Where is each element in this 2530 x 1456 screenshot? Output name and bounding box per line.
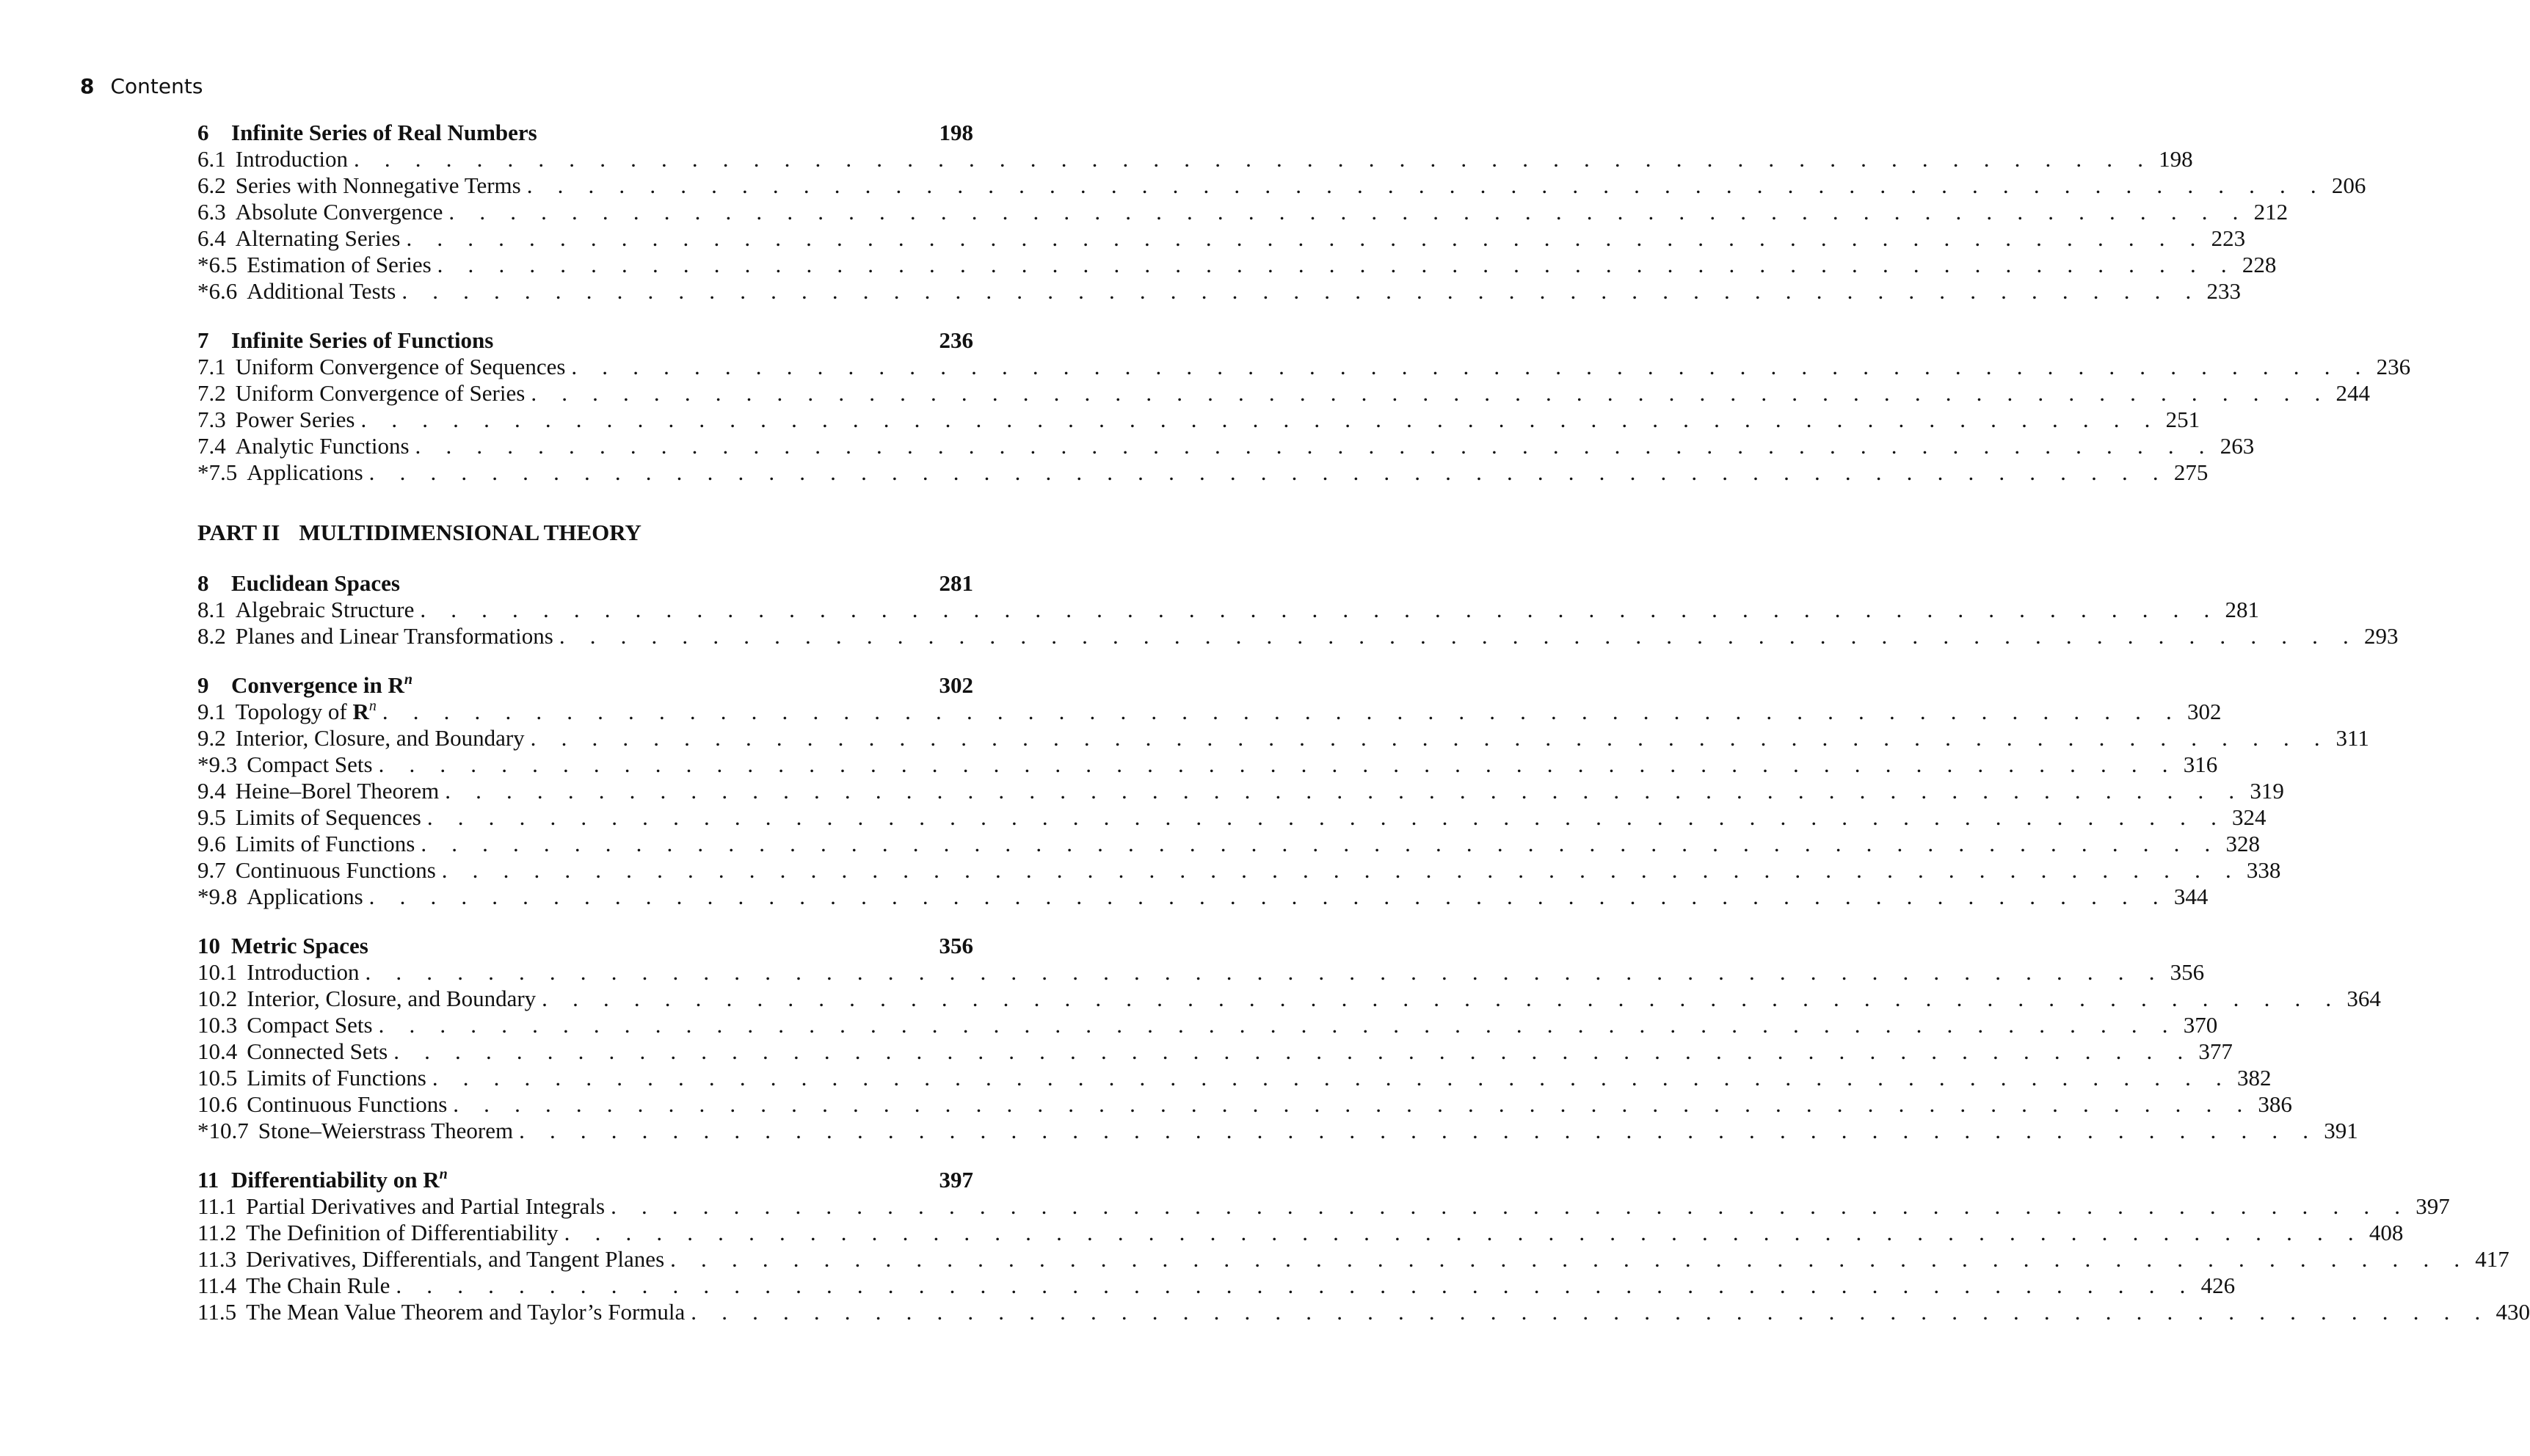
section-entry: [197, 623, 2399, 649]
section-title: [236, 623, 553, 649]
section-entry: [197, 354, 2411, 380]
chapter-9: [197, 671, 2369, 910]
section-number: *9.8: [197, 884, 238, 909]
section-number: 10.1: [197, 959, 238, 985]
section-title: [236, 597, 415, 623]
section-entry: [197, 1273, 2236, 1299]
dot-leader: . . . . . . . . . . . . . . . . . . . . . . . . . . . . . . . . . . . . . . . . . . . . . . . . . . . . . . . . . . .: [415, 433, 2214, 459]
section-page: 430: [2496, 1299, 2530, 1325]
dot-leader: . . . . . . . . . . . . . . . . . . . . . . . . . . . . . . . . . . . . . . . . . . . . . . . . . . . . . . . . . . .: [531, 380, 2330, 406]
section-number: 6.1: [197, 146, 226, 172]
section-number: 7.2: [197, 380, 226, 406]
section-number: 7.4: [197, 433, 226, 459]
section-entry: [197, 380, 2370, 407]
section-title-text: Introduction: [235, 146, 348, 172]
section-number: 9.6: [197, 831, 226, 856]
chapter-title-text: Metric Spaces: [231, 933, 368, 958]
section-title-text: Limits of Functions: [235, 831, 415, 856]
section-entry: [197, 804, 2267, 831]
part-title: MULTIDIMENSIONAL THEORY: [299, 520, 641, 545]
dot-leader: . . . . . . . . . . . . . . . . . . . . . . . . . . . . . . . . . . . . . . . . . . . . . . . . . . . . . . . . . . .: [354, 146, 2153, 172]
chapter-title-text: Infinite Series of Real Numbers: [231, 120, 537, 145]
section-entry: [197, 1220, 2404, 1246]
section-page: 206: [2331, 172, 2366, 198]
dot-leader: . . . . . . . . . . . . . . . . . . . . . . . . . . . . . . . . . . . . . . . . . . . . . . . . . . . . . . . . . . .: [401, 278, 2201, 304]
section-page: 212: [2253, 199, 2289, 225]
dot-leader: . . . . . . . . . . . . . . . . . . . . . . . . . . . . . . . . . . . . . . . . . . . . . . . . . . . . . . . . . . .: [571, 354, 2371, 379]
chapter-number: 9: [197, 672, 209, 698]
chapter-heading: [197, 120, 973, 146]
section-title-text: Connected Sets: [247, 1038, 388, 1064]
section-entry: [197, 407, 2200, 433]
chapter-heading: [197, 933, 973, 959]
section-page: 397: [2416, 1193, 2450, 1219]
section-title-text: Heine–Borel Theorem: [235, 778, 440, 804]
section-title-text: The Definition of Differentiability: [246, 1220, 559, 1245]
section-title-text: Continuous Functions: [235, 857, 436, 883]
section-page: 338: [2246, 857, 2281, 883]
section-page: 344: [2173, 884, 2209, 909]
chapter-page: 198: [939, 120, 973, 145]
section-title: [246, 1193, 605, 1220]
section-title: [236, 225, 401, 252]
section-page: 319: [2250, 778, 2284, 804]
section-number: 11.3: [197, 1246, 237, 1272]
section-entry: [197, 857, 2281, 884]
section-number: *9.3: [197, 751, 238, 777]
section-entry: [197, 597, 2260, 623]
dot-leader: . . . . . . . . . . . . . . . . . . . . . . . . . . . . . . . . . . . . . . . . . . . . . . . . . . . . . . . . . . .: [421, 831, 2220, 856]
dot-leader: . . . . . . . . . . . . . . . . . . . . . . . . . . . . . . . . . . . . . . . . . . . . . . . . . . . . . . . . . . .: [365, 959, 2164, 985]
section-title-text: Derivatives, Differentials, and Tangent Planes: [246, 1246, 665, 1272]
section-title: [247, 1091, 447, 1118]
section-entry: [197, 225, 2246, 252]
part-label: PART II: [197, 520, 280, 545]
section-title-text: Estimation of Series: [247, 252, 432, 277]
dot-leader: . . . . . . . . . . . . . . . . . . . . . . . . . . . . . . . . . . . . . . . . . . . . . . . . . . . . . . . . . . .: [360, 407, 2160, 432]
chapter-number: 11: [197, 1167, 219, 1193]
section-page: 408: [2369, 1220, 2404, 1245]
section-number: *10.7: [197, 1118, 249, 1143]
section-number: 9.5: [197, 804, 226, 830]
section-title-text: Uniform Convergence of Sequences: [235, 354, 566, 379]
dot-leader: . . . . . . . . . . . . . . . . . . . . . . . . . . . . . . . . . . . . . . . . . . . . . . . . . . . . . . . . . . .: [559, 623, 2358, 649]
section-number: 8.2: [197, 623, 226, 649]
math-superscript: n: [368, 698, 377, 714]
section-page: 426: [2200, 1273, 2236, 1298]
section-page: 328: [2225, 831, 2260, 856]
dot-leader: . . . . . . . . . . . . . . . . . . . . . . . . . . . . . . . . . . . . . . . . . . . . . . . . . . . . . . . . . . .: [542, 986, 2341, 1011]
section-title-text: Applications: [247, 459, 363, 485]
dot-leader: . . . . . . . . . . . . . . . . . . . . . . . . . . . . . . . . . . . . . . . . . . . . . . . . . . . . . . . . . . .: [691, 1299, 2490, 1325]
chapter-8: [197, 570, 2399, 649]
section-title-text: The Chain Rule: [246, 1273, 390, 1298]
section-title-text: Compact Sets: [247, 751, 373, 777]
chapter-number: 8: [197, 570, 209, 596]
dot-leader: . . . . . . . . . . . . . . . . . . . . . . . . . . . . . . . . . . . . . . . . . . . . . . . . . . . . . . . . . . .: [420, 597, 2220, 622]
dot-leader: . . . . . . . . . . . . . . . . . . . . . . . . . . . . . . . . . . . . . . . . . . . . . . . . . . . . . . . . . . .: [396, 1273, 2195, 1298]
dot-leader: . . . . . . . . . . . . . . . . . . . . . . . . . . . . . . . . . . . . . . . . . . . . . . . . . . . . . . . . . . .: [437, 252, 2236, 277]
dot-leader: . . . . . . . . . . . . . . . . . . . . . . . . . . . . . . . . . . . . . . . . . . . . . . . . . . . . . . . . . . .: [368, 459, 2168, 485]
section-title-text: Absolute Convergence: [235, 199, 443, 225]
math-superscript: n: [404, 671, 413, 688]
section-page: 293: [2363, 623, 2399, 649]
section-entry: [197, 1038, 2233, 1065]
section-number: 9.4: [197, 778, 226, 804]
chapter-title-text: Differentiability on: [231, 1167, 424, 1193]
section-entry: [197, 698, 2222, 725]
section-entry: [197, 199, 2289, 225]
section-title-text: Partial Derivatives and Partial Integrals: [246, 1193, 606, 1219]
chapter-heading: [197, 1167, 973, 1193]
section-title-text: Limits of Sequences: [235, 804, 421, 830]
section-title: [247, 884, 363, 910]
chapter-7: [197, 327, 2411, 486]
section-page: 377: [2198, 1038, 2233, 1064]
section-entry: [197, 986, 2381, 1012]
section-title: [246, 1246, 664, 1273]
dot-leader: . . . . . . . . . . . . . . . . . . . . . . . . . . . . . . . . . . . . . . . . . . . . . . . . . . . . . . . . . . .: [530, 725, 2330, 751]
section-title: [236, 699, 377, 725]
section-title: [247, 959, 359, 986]
chapter-group-part-two: [197, 570, 2530, 1325]
section-title-text: Analytic Functions: [235, 433, 410, 459]
section-number: 9.1: [197, 699, 226, 724]
section-title: [247, 278, 396, 305]
dot-leader: . . . . . . . . . . . . . . . . . . . . . . . . . . . . . . . . . . . . . . . . . . . . . . . . . . . . . . . . . . .: [670, 1246, 2470, 1272]
section-title-text: Applications: [247, 884, 363, 909]
section-title: [246, 1273, 390, 1299]
section-page: 263: [2220, 433, 2255, 459]
section-title-text: Limits of Functions: [247, 1065, 426, 1091]
dot-leader: . . . . . . . . . . . . . . . . . . . . . . . . . . . . . . . . . . . . . . . . . . . . . . . . . . . . . . . . . . .: [519, 1118, 2319, 1143]
section-page: 233: [2206, 278, 2241, 304]
section-page: 223: [2211, 225, 2246, 251]
chapter-page: 356: [939, 933, 973, 958]
dot-leader: . . . . . . . . . . . . . . . . . . . . . . . . . . . . . . . . . . . . . . . . . . . . . . . . . . . . . . . . . . .: [382, 699, 2182, 724]
section-number: 6.2: [197, 172, 226, 198]
section-title: [247, 1012, 372, 1038]
section-title-text: Power Series: [235, 407, 355, 432]
dot-leader: . . . . . . . . . . . . . . . . . . . . . . . . . . . . . . . . . . . . . . . . . . . . . . . . . . . . . . . . . . .: [378, 1012, 2178, 1038]
section-entry: [197, 831, 2260, 857]
section-title-text: Introduction: [247, 959, 360, 985]
section-number: 10.4: [197, 1038, 238, 1064]
chapter-number: 10: [197, 933, 220, 958]
section-entry: [197, 459, 2209, 486]
chapter-number: 6: [197, 120, 209, 145]
section-number: 7.1: [197, 354, 226, 379]
section-entry: [197, 751, 2218, 778]
section-title: [246, 1299, 685, 1325]
section-title: [236, 804, 421, 831]
section-entry: [197, 725, 2369, 751]
section-title: [247, 1038, 388, 1065]
section-title: [236, 725, 525, 751]
dot-leader: . . . . . . . . . . . . . . . . . . . . . . . . . . . . . . . . . . . . . . . . . . . . . . . . . . . . . . . . . . .: [448, 199, 2248, 225]
section-page: 316: [2183, 751, 2218, 777]
table-of-contents: [197, 120, 2530, 1348]
section-entry: [197, 959, 2205, 986]
chapter-title: [231, 570, 939, 597]
chapter-page: 236: [939, 327, 973, 353]
section-entry: [197, 1118, 2358, 1144]
section-number: *7.5: [197, 459, 238, 485]
section-page: 251: [2165, 407, 2200, 432]
section-entry: [197, 1299, 2530, 1325]
page-number: 8: [80, 74, 95, 98]
chapter-number: 7: [197, 327, 209, 353]
chapter-title-text: Infinite Series of Functions: [231, 327, 494, 353]
dot-leader: . . . . . . . . . . . . . . . . . . . . . . . . . . . . . . . . . . . . . . . . . . . . . . . . . . . . . . . . . . .: [432, 1065, 2231, 1091]
section-title-text: Interior, Closure, and Boundary: [247, 986, 537, 1011]
section-number: *6.6: [197, 278, 238, 304]
section-title-text: Algebraic Structure: [235, 597, 415, 622]
chapter-heading: [197, 327, 973, 354]
section-entry: [197, 433, 2255, 459]
section-number: 9.2: [197, 725, 226, 751]
section-page: 391: [2324, 1118, 2358, 1143]
section-page: 370: [2183, 1012, 2218, 1038]
chapter-10: [197, 933, 2381, 1144]
section-title-text: Compact Sets: [247, 1012, 373, 1038]
section-title-text: Uniform Convergence of Series: [235, 380, 526, 406]
section-title-text: Additional Tests: [247, 278, 396, 304]
section-page: 324: [2232, 804, 2267, 830]
section-title: [247, 252, 431, 278]
chapter-page: 281: [939, 570, 973, 596]
section-page: 382: [2236, 1065, 2272, 1091]
section-title: [236, 831, 415, 857]
chapter-title-text: Convergence in: [231, 672, 388, 698]
section-entry: [197, 1012, 2218, 1038]
section-entry: [197, 884, 2209, 910]
section-number: 11.2: [197, 1220, 237, 1245]
section-entry: [197, 1065, 2272, 1091]
chapter-heading: [197, 570, 973, 597]
section-title-text: Stone–Weierstrass Theorem: [258, 1118, 514, 1143]
section-page: 275: [2173, 459, 2209, 485]
chapter-page: 397: [939, 1167, 973, 1193]
section-number: 11.1: [197, 1193, 237, 1219]
dot-leader: . . . . . . . . . . . . . . . . . . . . . . . . . . . . . . . . . . . . . . . . . . . . . . . . . . . . . . . . . . .: [393, 1038, 2193, 1064]
section-page: 281: [2225, 597, 2260, 622]
section-title-text: Topology of: [235, 699, 353, 724]
section-entry: [197, 1246, 2509, 1273]
section-number: 6.3: [197, 199, 226, 225]
section-number: 10.2: [197, 986, 238, 1011]
section-entry: [197, 146, 2193, 172]
part-heading: [197, 518, 973, 547]
chapter-title: [231, 672, 939, 699]
section-page: 236: [2376, 354, 2411, 379]
math-superscript: n: [439, 1166, 448, 1182]
section-entry: [197, 278, 2241, 305]
section-number: 11.5: [197, 1299, 237, 1325]
chapter-group-part-one: [197, 120, 2411, 486]
section-number: 11.4: [197, 1273, 237, 1298]
section-number: 8.1: [197, 597, 226, 622]
dot-leader: . . . . . . . . . . . . . . . . . . . . . . . . . . . . . . . . . . . . . . . . . . . . . . . . . . . . . . . . . . .: [453, 1091, 2253, 1117]
section-page: 244: [2335, 380, 2370, 406]
dot-leader: . . . . . . . . . . . . . . . . . . . . . . . . . . . . . . . . . . . . . . . . . . . . . . . . . . . . . . . . . . .: [564, 1220, 2363, 1245]
section-page: 311: [2335, 725, 2369, 751]
section-title: [247, 459, 363, 486]
section-title: [236, 407, 355, 433]
section-entry: [197, 1091, 2292, 1118]
running-head: [80, 72, 203, 101]
section-title-text: Alternating Series: [235, 225, 401, 251]
chapter-title: [231, 933, 939, 959]
section-title: [236, 172, 521, 199]
section-number: 6.4: [197, 225, 226, 251]
section-title-text: Continuous Functions: [247, 1091, 448, 1117]
chapter-6: [197, 120, 2366, 305]
section-page: 356: [2170, 959, 2205, 985]
math-symbol-r: R: [388, 672, 404, 698]
section-title-text: Planes and Linear Transformations: [235, 623, 553, 649]
section-entry: [197, 172, 2366, 199]
chapter-page: 302: [939, 672, 973, 698]
section-number: 9.7: [197, 857, 226, 883]
section-title: [236, 354, 566, 380]
chapter-title: [231, 327, 939, 354]
section-page: 364: [2347, 986, 2381, 1011]
section-number: 10.6: [197, 1091, 238, 1117]
section-page: 302: [2187, 699, 2222, 724]
section-title: [247, 751, 372, 778]
dot-leader: . . . . . . . . . . . . . . . . . . . . . . . . . . . . . . . . . . . . . . . . . . . . . . . . . . . . . . . . . . .: [526, 172, 2326, 198]
section-title: [236, 199, 443, 225]
section-page: 198: [2159, 146, 2193, 172]
section-number: 7.3: [197, 407, 226, 432]
section-entry: [197, 252, 2277, 278]
section-title: [236, 146, 348, 172]
section-title-text: Interior, Closure, and Boundary: [235, 725, 525, 751]
section-page: 417: [2475, 1246, 2509, 1272]
section-page: 228: [2242, 252, 2277, 277]
section-title: [258, 1118, 513, 1144]
section-title: [236, 778, 439, 804]
chapter-heading: [197, 672, 973, 699]
section-title: [247, 1065, 426, 1091]
section-title: [247, 986, 536, 1012]
chapter-title: [231, 120, 939, 146]
running-head-title: Contents: [110, 74, 203, 98]
section-title-text: Series with Nonnegative Terms: [235, 172, 521, 198]
math-symbol-r: R: [352, 699, 369, 724]
section-number: 10.5: [197, 1065, 238, 1091]
dot-leader: . . . . . . . . . . . . . . . . . . . . . . . . . . . . . . . . . . . . . . . . . . . . . . . . . . . . . . . . . . .: [441, 857, 2241, 883]
dot-leader: . . . . . . . . . . . . . . . . . . . . . . . . . . . . . . . . . . . . . . . . . . . . . . . . . . . . . . . . . . .: [611, 1193, 2410, 1219]
section-title: [246, 1220, 559, 1246]
dot-leader: . . . . . . . . . . . . . . . . . . . . . . . . . . . . . . . . . . . . . . . . . . . . . . . . . . . . . . . . . . .: [406, 225, 2206, 251]
dot-leader: . . . . . . . . . . . . . . . . . . . . . . . . . . . . . . . . . . . . . . . . . . . . . . . . . . . . . . . . . . .: [445, 778, 2244, 804]
section-number: *6.5: [197, 252, 238, 277]
chapter-11: [197, 1166, 2530, 1325]
chapter-title-text: Euclidean Spaces: [231, 570, 400, 596]
section-page: 386: [2258, 1091, 2292, 1117]
dot-leader: . . . . . . . . . . . . . . . . . . . . . . . . . . . . . . . . . . . . . . . . . . . . . . . . . . . . . . . . . . .: [368, 884, 2168, 909]
dot-leader: . . . . . . . . . . . . . . . . . . . . . . . . . . . . . . . . . . . . . . . . . . . . . . . . . . . . . . . . . . .: [378, 751, 2178, 777]
section-entry: [197, 1193, 2450, 1220]
section-entry: [197, 778, 2284, 804]
section-number: 10.3: [197, 1012, 238, 1038]
section-title: [236, 433, 410, 459]
math-symbol-r: R: [423, 1167, 440, 1193]
dot-leader: . . . . . . . . . . . . . . . . . . . . . . . . . . . . . . . . . . . . . . . . . . . . . . . . . . . . . . . . . . .: [426, 804, 2227, 830]
chapter-title: [231, 1167, 939, 1193]
section-title-text: The Mean Value Theorem and Taylor’s Formula: [246, 1299, 686, 1325]
section-title: [236, 857, 436, 884]
section-title: [236, 380, 526, 407]
